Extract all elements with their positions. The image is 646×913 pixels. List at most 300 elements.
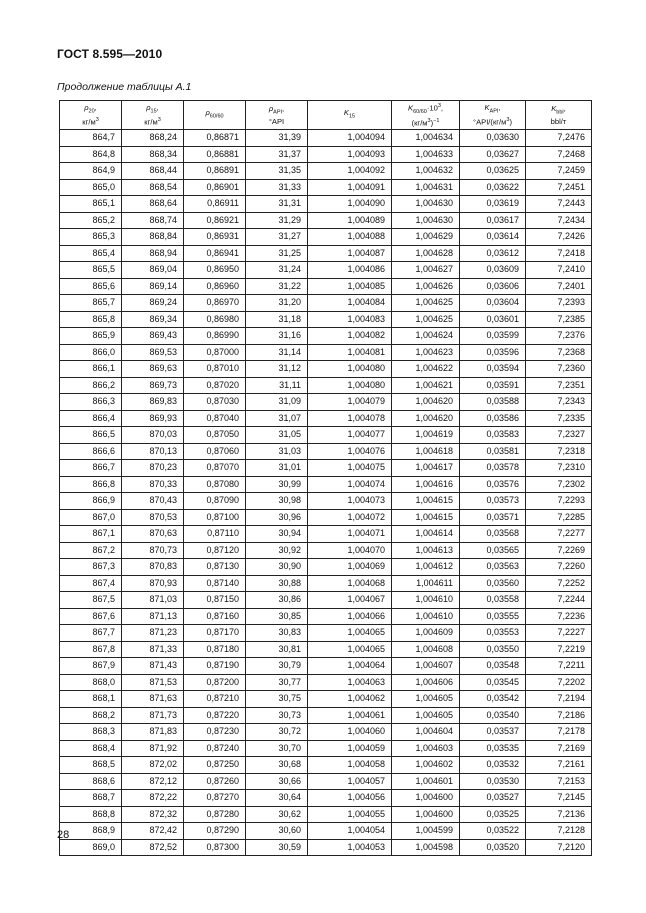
table-cell: 31,20 [246,295,308,312]
table-row [60,493,592,510]
table-cell: 31,01 [246,460,308,477]
header-row [60,101,592,130]
table-cell: 1,004605 [392,691,460,708]
table-cell: 869,53 [122,344,184,361]
table-cell: 1,004075 [308,460,392,477]
table-cell: 0,03550 [460,641,526,658]
table-cell: 865,5 [60,262,122,279]
table-cell: 872,22 [122,790,184,807]
table-cell: 0,87030 [184,394,246,411]
table-cell: 1,004058 [308,757,392,774]
table-cell: 1,004610 [392,592,460,609]
table-cell: 31,27 [246,229,308,246]
table-cell: 1,004081 [308,344,392,361]
table-cell: 31,25 [246,245,308,262]
table-cell: 0,03627 [460,146,526,163]
table-cell: 1,004621 [392,377,460,394]
table-cell: 864,8 [60,146,122,163]
table-cell: 868,74 [122,212,184,229]
table-row [60,476,592,493]
header-rho6060: $\rho_{60/60}$ [184,101,246,130]
table-cell: 7,2145 [526,790,592,807]
table-cell: 31,18 [246,311,308,328]
table-cell: 0,03553 [460,625,526,642]
table-cell: 865,8 [60,311,122,328]
table-cell: 865,7 [60,295,122,312]
table-cell: 31,09 [246,394,308,411]
table-cell: 868,4 [60,740,122,757]
table-cell: 7,2310 [526,460,592,477]
table-cell: 1,004089 [308,212,392,229]
table-cell: 1,004064 [308,658,392,675]
table-cell: 868,6 [60,773,122,790]
table-cell: 1,004094 [308,130,392,147]
table-cell: 868,34 [122,146,184,163]
table-cell: 7,2393 [526,295,592,312]
table-cell: 868,64 [122,196,184,213]
table-cell: 7,2426 [526,229,592,246]
table-cell: 30,60 [246,823,308,840]
table-cell: 1,004627 [392,262,460,279]
table-cell: 870,93 [122,575,184,592]
table-cell: 865,4 [60,245,122,262]
table-cell: 870,23 [122,460,184,477]
table-cell: 0,87020 [184,377,246,394]
table-cell: 1,004070 [308,542,392,559]
table-cell: 1,004617 [392,460,460,477]
table-cell: 1,004603 [392,740,460,757]
table-cell: 0,03606 [460,278,526,295]
table-cell: 1,004620 [392,410,460,427]
table-cell: 31,35 [246,163,308,180]
table-cell: 7,2343 [526,394,592,411]
table-row [60,790,592,807]
table-cell: 1,004604 [392,724,460,741]
table-cell: 871,83 [122,724,184,741]
table-cell: 865,9 [60,328,122,345]
table-row [60,146,592,163]
table-cell: 30,59 [246,839,308,856]
table-cell: 1,004078 [308,410,392,427]
table-cell: 1,004079 [308,394,392,411]
table-row [60,674,592,691]
table-cell: 31,14 [246,344,308,361]
table-cell: 0,86950 [184,262,246,279]
table-cell: 1,004090 [308,196,392,213]
table-cell: 867,7 [60,625,122,642]
table-cell: 871,92 [122,740,184,757]
table-cell: 30,62 [246,806,308,823]
table-cell: 0,87110 [184,526,246,543]
table-cell: 864,7 [60,130,122,147]
table-cell: 7,2443 [526,196,592,213]
table-cell: 0,87150 [184,592,246,609]
table-cell: 871,53 [122,674,184,691]
table-cell: 7,2327 [526,427,592,444]
table-cell: 1,004610 [392,608,460,625]
table-cell: 1,004615 [392,509,460,526]
table-cell: 0,87050 [184,427,246,444]
table-cell: 872,02 [122,757,184,774]
table-cell: 0,03555 [460,608,526,625]
table-cell: 0,03545 [460,674,526,691]
table-cell: 1,004633 [392,146,460,163]
table-body [60,130,592,856]
table-cell: 871,13 [122,608,184,625]
table-cell: 0,03571 [460,509,526,526]
table-cell: 869,93 [122,410,184,427]
table-cell: 1,004602 [392,757,460,774]
table-cell: 31,12 [246,361,308,378]
table-cell: 7,2244 [526,592,592,609]
table-cell: 7,2269 [526,542,592,559]
header-k-bbl: $K_{bbl}$, bbl/т [526,101,592,130]
table-row [60,707,592,724]
table-row [60,773,592,790]
table-cell: 865,3 [60,229,122,246]
table-cell: 867,8 [60,641,122,658]
table-row [60,443,592,460]
table-cell: 7,2169 [526,740,592,757]
table-cell: 869,04 [122,262,184,279]
table-cell: 0,87270 [184,790,246,807]
table-row [60,262,592,279]
table-cell: 0,03612 [460,245,526,262]
table-cell: 1,004626 [392,278,460,295]
table-cell: 869,34 [122,311,184,328]
table-cell: 1,004084 [308,295,392,312]
table-cell: 1,004087 [308,245,392,262]
table-cell: 30,68 [246,757,308,774]
table-cell: 1,004065 [308,641,392,658]
table-cell: 0,03619 [460,196,526,213]
table-cell: 0,87220 [184,707,246,724]
table-row [60,542,592,559]
table-cell: 0,87200 [184,674,246,691]
table-cell: 1,004612 [392,559,460,576]
table-cell: 7,2293 [526,493,592,510]
table-cell: 870,03 [122,427,184,444]
table-cell: 1,004605 [392,707,460,724]
table-cell: 1,004630 [392,196,460,213]
table-row [60,740,592,757]
table-cell: 870,83 [122,559,184,576]
table-cell: 871,33 [122,641,184,658]
table-cell: 0,87300 [184,839,246,856]
table-row [60,377,592,394]
table-cell: 870,33 [122,476,184,493]
table-cell: 0,03609 [460,262,526,279]
table-cell: 31,05 [246,427,308,444]
header-k-api: $K_{API}$, $^\circ API/(кг/м^3)$ [460,101,526,130]
table-row [60,839,592,856]
table-cell: 1,004622 [392,361,460,378]
table-cell: 7,2360 [526,361,592,378]
table-cell: 0,03573 [460,493,526,510]
table-cell: 0,03560 [460,575,526,592]
table-cell: 30,64 [246,790,308,807]
table-cell: 0,87130 [184,559,246,576]
table-cell: 1,004608 [392,641,460,658]
table-cell: 31,03 [246,443,308,460]
table-row [60,394,592,411]
table-cell: 1,004599 [392,823,460,840]
table-cell: 30,90 [246,559,308,576]
table-cell: 0,86871 [184,130,246,147]
table-cell: 866,1 [60,361,122,378]
table-cell: 865,0 [60,179,122,196]
table-cell: 866,3 [60,394,122,411]
table-cell: 0,03599 [460,328,526,345]
table-cell: 1,004632 [392,163,460,180]
page-number: 28 [57,829,70,841]
table-cell: 870,73 [122,542,184,559]
table-row [60,328,592,345]
table-cell: 1,004074 [308,476,392,493]
table-cell: 0,87000 [184,344,246,361]
table-cell: 870,53 [122,509,184,526]
table-row [60,724,592,741]
table-cell: 0,03588 [460,394,526,411]
table-cell: 0,87070 [184,460,246,477]
table-cell: 0,03540 [460,707,526,724]
table-cell: 31,22 [246,278,308,295]
table-cell: 1,004625 [392,295,460,312]
table-cell: 1,004065 [308,625,392,642]
table-cell: 0,86960 [184,278,246,295]
table-cell: 0,86881 [184,146,246,163]
table-cell: 1,004053 [308,839,392,856]
table-cell: 7,2368 [526,344,592,361]
table-cell: 7,2260 [526,559,592,576]
table-cell: 7,2161 [526,757,592,774]
table-cell: 868,8 [60,806,122,823]
table-row [60,691,592,708]
table-cell: 0,87180 [184,641,246,658]
table-cell: 7,2476 [526,130,592,147]
table-cell: 1,004080 [308,377,392,394]
table-cell: 1,004060 [308,724,392,741]
table-row [60,509,592,526]
table-cell: 31,07 [246,410,308,427]
table-cell: 0,03530 [460,773,526,790]
table-row [60,526,592,543]
table-cell: 1,004057 [308,773,392,790]
table-row [60,344,592,361]
table-row [60,460,592,477]
table-cell: 1,004606 [392,674,460,691]
table-cell: 1,004071 [308,526,392,543]
table-cell: 868,0 [60,674,122,691]
table-cell: 1,004062 [308,691,392,708]
header-k15: $K_{15}$ [308,101,392,130]
table-cell: 0,86980 [184,311,246,328]
table-cell: 1,004067 [308,592,392,609]
table-cell: 1,004598 [392,839,460,856]
table-cell: 0,87120 [184,542,246,559]
table-row [60,311,592,328]
table-cell: 31,11 [246,377,308,394]
table-cell: 30,98 [246,493,308,510]
table-cell: 30,77 [246,674,308,691]
table-cell: 0,87210 [184,691,246,708]
table-cell: 7,2194 [526,691,592,708]
table-cell: 0,03576 [460,476,526,493]
table-row [60,245,592,262]
table-cell: 0,87060 [184,443,246,460]
table-cell: 7,2153 [526,773,592,790]
table-cell: 31,29 [246,212,308,229]
table-row [60,806,592,823]
table-cell: 0,03596 [460,344,526,361]
table-cell: 0,87280 [184,806,246,823]
table-cell: 868,5 [60,757,122,774]
table-cell: 1,004085 [308,278,392,295]
table-cell: 1,004083 [308,311,392,328]
table-cell: 866,5 [60,427,122,444]
table-cell: 872,42 [122,823,184,840]
table-cell: 7,2219 [526,641,592,658]
table-cell: 1,004601 [392,773,460,790]
table-cell: 0,87230 [184,724,246,741]
table-row [60,757,592,774]
table-cell: 1,004620 [392,394,460,411]
table-cell: 0,86970 [184,295,246,312]
table-cell: 1,004054 [308,823,392,840]
table-cell: 7,2318 [526,443,592,460]
table-cell: 868,54 [122,179,184,196]
table-cell: 31,24 [246,262,308,279]
table-cell: 868,7 [60,790,122,807]
table-cell: 0,03581 [460,443,526,460]
table-cell: 30,92 [246,542,308,559]
table-cell: 7,2285 [526,509,592,526]
table-cell: 30,73 [246,707,308,724]
table-cell: 1,004086 [308,262,392,279]
table-cell: 1,004072 [308,509,392,526]
table-cell: 868,24 [122,130,184,147]
table-cell: 1,004093 [308,146,392,163]
table-cell: 0,03586 [460,410,526,427]
table-cell: 0,03537 [460,724,526,741]
table-cell: 7,2459 [526,163,592,180]
table-cell: 871,63 [122,691,184,708]
table-cell: 868,94 [122,245,184,262]
table-cell: 0,03630 [460,130,526,147]
table-cell: 1,004088 [308,229,392,246]
table-cell: 869,0 [60,839,122,856]
table-cell: 0,03558 [460,592,526,609]
table-cell: 0,87100 [184,509,246,526]
table-cell: 1,004630 [392,212,460,229]
table-cell: 866,8 [60,476,122,493]
table-cell: 7,2434 [526,212,592,229]
table-cell: 0,03525 [460,806,526,823]
table-cell: 7,2335 [526,410,592,427]
table-cell: 0,87260 [184,773,246,790]
table-cell: 0,87290 [184,823,246,840]
table-cell: 867,0 [60,509,122,526]
table-cell: 868,44 [122,163,184,180]
table-cell: 1,004066 [308,608,392,625]
table-cell: 1,004615 [392,493,460,510]
table-cell: 866,0 [60,344,122,361]
table-cell: 7,2227 [526,625,592,642]
table-cell: 868,1 [60,691,122,708]
table-row [60,212,592,229]
table-cell: 7,2418 [526,245,592,262]
table-cell: 30,86 [246,592,308,609]
table-row [60,130,592,147]
table-cell: 1,004609 [392,625,460,642]
table-cell: 869,24 [122,295,184,312]
table-cell: 872,12 [122,773,184,790]
table-cell: 0,03520 [460,839,526,856]
table-cell: 0,03601 [460,311,526,328]
table-cell: 0,03625 [460,163,526,180]
table-header [60,101,592,130]
header-rho20: $\rho_{20}$, $кг/м^3$ [60,101,122,130]
table-cell: 7,2410 [526,262,592,279]
table-cell: 1,004629 [392,229,460,246]
table-cell: 1,004069 [308,559,392,576]
table-cell: 1,004613 [392,542,460,559]
table-cell: 7,2120 [526,839,592,856]
table-cell: 31,16 [246,328,308,345]
table-cell: 30,99 [246,476,308,493]
table-cell: 1,004600 [392,790,460,807]
table-cell: 7,2186 [526,707,592,724]
table-cell: 31,37 [246,146,308,163]
table-cell: 30,88 [246,575,308,592]
table-cell: 867,6 [60,608,122,625]
table-row [60,278,592,295]
table-cell: 865,2 [60,212,122,229]
table-cell: 868,84 [122,229,184,246]
table-cell: 871,43 [122,658,184,675]
table-cell: 0,87160 [184,608,246,625]
table-cell: 871,23 [122,625,184,642]
table-cell: 0,03617 [460,212,526,229]
table-cell: 30,96 [246,509,308,526]
table-cell: 0,03591 [460,377,526,394]
table-row [60,559,592,576]
table-cell: 30,85 [246,608,308,625]
table-cell: 865,1 [60,196,122,213]
table-cell: 0,03535 [460,740,526,757]
table-row [60,229,592,246]
table-cell: 1,004063 [308,674,392,691]
table-cell: 0,87250 [184,757,246,774]
table-cell: 870,63 [122,526,184,543]
table-cell: 1,004631 [392,179,460,196]
table-cell: 0,03578 [460,460,526,477]
table-cell: 869,83 [122,394,184,411]
table-cell: 30,72 [246,724,308,741]
table-row [60,625,592,642]
table-cell: 872,52 [122,839,184,856]
table-cell: 0,87080 [184,476,246,493]
table-cell: 1,004607 [392,658,460,675]
table-cell: 0,03542 [460,691,526,708]
table-cell: 0,87090 [184,493,246,510]
table-cell: 866,4 [60,410,122,427]
header-rho-api: $\rho_{API}$, °API [246,101,308,130]
table-cell: 0,86941 [184,245,246,262]
table-cell: 30,83 [246,625,308,642]
table-cell: 0,03522 [460,823,526,840]
table-cell: 31,31 [246,196,308,213]
